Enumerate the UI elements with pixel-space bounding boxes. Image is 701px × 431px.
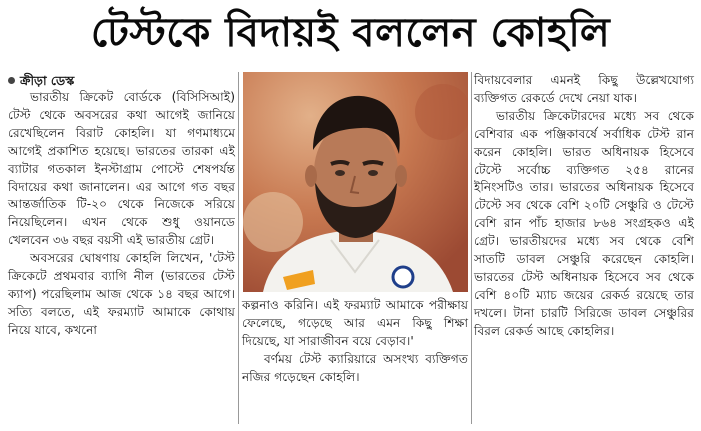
- middle-column: [242, 297, 468, 387]
- paragraph: অবসরের ঘোষণায় কোহলি লিখেন, 'টেস্ট ক্রিকেটে প্রথমবার ব্যাগি নীল (ভারতের টেস্ট ক্যাপ) পরেছিলাম আজ থেকে ১৪ বছর আগে। সত্যি বলতে, এই ফরম্যাট আমাকে কোথায় নিয়ে যাবে, কখনো: [8, 251, 235, 337]
- right-column: [474, 72, 694, 341]
- left-column: [8, 72, 235, 340]
- player-photo: [243, 72, 468, 292]
- paragraph: বিদায়বেলার এমনই কিছু উল্লেখযোগ্য ব্যক্তিগত রেকর্ডে দেখে নেয়া যাক।: [474, 73, 694, 105]
- paragraph: ভারতীয় ক্রিকেটারদের মধ্যে সব থেকে বেশিবার এক পঞ্জিকাবর্ষে সর্বাধিক টেস্ট রান করেন কোহলি। ভারত অধিনায়ক হিসেবে টেস্টে সর্বোচ্চ ব্যক্তিগত ২৫৪ রানের ইনিংসটিও তার। ভারতের অধিনায়ক হিসেবে টেস্টে সব থেকে বেশি ২০টি সেঞ্চুরি ও টেস্টে বেশি রান পাঁচ হাজার ৮৬৪ সংগ্রহকও এই গ্রেট। ভারতীয়দের মধ্যে সব থেকে বেশি সাতটি ডাবল সেঞ্চুরি করেছেন কোহলি। ভারতের টেস্ট অধিনায়ক হিসেবে সব থেকে বেশি ৪০টি ম্যাচ জয়ের রেকর্ড রয়েছে তার দখলে। টানা চারটি সিরিজে ডাবল সেঞ্চুরির বিরল রেকর্ড আছে কোহলির।: [474, 108, 694, 338]
- bullet-icon: [8, 77, 15, 84]
- portrait-illustration: [243, 72, 468, 292]
- paragraph: ভারতীয় ক্রিকেট বোর্ডকে (বিসিসিআই) টেস্ট থেকে অবসরের কথা আগেই জানিয়ে রেখেছিলেন বিরাট কোহলি। যা গণমাধ্যমে আগেই প্রকাশিত হয়েছে। ভারতের তারকা এই ব্যাটার গতকাল ইনস্টাগ্রাম পোস্টে শেষপর্যন্ত বিদায়ের কথা জানালেন। এর আগে গত বছর আন্তর্জাতিক টি-২০ থেকে নিজেকে সরিয়ে নিয়েছিলেন। এখন থেকে শুধু ওয়ানডে খেলবেন ৩৬ বছর বয়সী এই ভারতীয় গ্রেট।: [8, 90, 235, 248]
- paragraph: বর্ণময় টেস্ট ক্যারিয়ারে অসংখ্য ব্যক্তিগত নজির গড়েছেন কোহলি।: [242, 351, 468, 384]
- dateline-text: ক্রীড়া ডেস্ক: [20, 73, 75, 88]
- column-divider: [238, 72, 239, 424]
- dateline: [8, 72, 235, 89]
- headline: টেস্টকে বিদায়ই বললেন কোহলি: [90, 10, 611, 56]
- paragraph: কল্পনাও করিনি। এই ফরম্যাট আমাকে পরীক্ষায় ফেলেছে, গড়েছে আর এমন কিছু শিক্ষা দিয়েছে, যা সারাজীবন বয়ে বেড়াব।': [242, 298, 468, 348]
- column-divider: [471, 72, 472, 424]
